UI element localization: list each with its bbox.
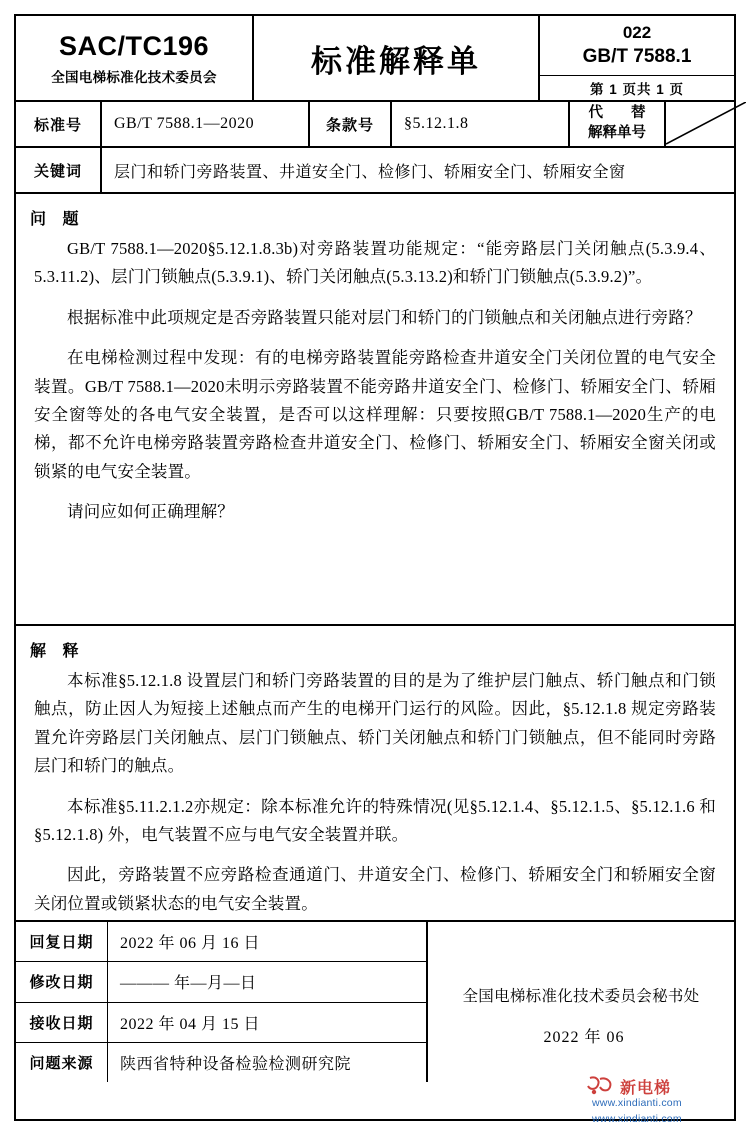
revision-date-value: ——— 年—月—日 xyxy=(120,975,257,993)
header-title-cell xyxy=(254,16,540,100)
footer-signature xyxy=(428,922,734,1082)
question-paragraph: GB/T 7588.1—2020§5.12.1.8.3b)对旁路装置功能规定：“能旁路层门关闭触点(5.3.9.4、5.3.11.2)、层门门锁触点(5.3.9.1)、轿门关闭触点(5.3.13.2)和轿门门锁触点(5.3.9.2)”。 xyxy=(34,239,716,287)
table-row xyxy=(16,1003,426,1043)
replaced-doc-value xyxy=(666,102,734,146)
question-source-label: 问题来源 xyxy=(16,1043,108,1082)
document-footer xyxy=(16,922,734,1082)
keyword-label: 关键词 xyxy=(16,148,102,192)
revision-date-label: 修改日期 xyxy=(16,962,108,1001)
meta-row-standard xyxy=(16,102,734,148)
reply-date-value: 2022 年 06 月 16 日 xyxy=(120,935,261,953)
question-paragraph: 在电梯检测过程中发现：有的电梯旁路装置能旁路检查井道安全门关闭位置的电气安全装置。GB/T 7588.1—2020未明示旁路装置不能旁路井道安全门、检修门、轿厢安全门、轿厢安全窗等处的各电气安全装置，是否可以这样理解：只要按照GB/T 7588.1—2020生产的电梯，都不允许电梯旁路装置旁路检查井道安全门、检修门、轿厢安全门、轿厢安全窗关闭或锁紧的电气安全装置。 xyxy=(34,348,716,481)
replaced-doc-label-line1: 代 替 xyxy=(588,105,658,122)
signature-date: 2022 年 06 xyxy=(543,1029,625,1046)
answer-paragraph: 因此，旁路装置不应旁路检查通道门、井道安全门、检修门、轿厢安全门和轿厢安全窗关闭位置或锁紧状态的电气安全装置。 xyxy=(34,865,716,913)
org-code: SAC/TC196 xyxy=(58,30,210,61)
question-heading: 问 题 xyxy=(30,211,85,228)
answer-paragraph: 本标准§5.11.2.1.2亦规定：除本标准允许的特殊情况(见§5.12.1.4、§5.12.1.5、§5.12.1.6 和 §5.12.1.8) 外，电气装置不应与电气安全装置并联。 xyxy=(34,796,716,844)
answer-paragraph: 本标准§5.12.1.8 设置层门和轿门旁路装置的目的是为了维护层门触点、轿门触点和门锁触点，防止因人为短接上述触点而产生的电梯开门运行的风险。因此，§5.12.1.8 规定旁路装置允许旁路层门关闭触点、层门门锁触点、轿门关闭触点和轿门门锁触点，但不能同时旁路层门和轿门的触点。 xyxy=(34,671,716,776)
clause-value: §5.12.1.8 xyxy=(392,102,570,146)
question-body xyxy=(16,235,734,548)
page-title: 标准解释单 xyxy=(311,43,481,79)
question-section xyxy=(16,194,734,626)
keyword-value: 层门和轿门旁路装置、井道安全门、检修门、轿厢安全门、轿厢安全窗 xyxy=(114,163,626,181)
header-doc-ids xyxy=(540,16,734,75)
question-paragraph: 根据标准中此项规定是否旁路装置只能对层门和轿门的门锁触点和关闭触点进行旁路？ xyxy=(67,307,702,327)
document-frame xyxy=(14,14,736,1121)
watermark-title: 新电梯 xyxy=(620,1080,672,1097)
replaced-doc-label-line2: 解释单号 xyxy=(588,125,646,141)
replaced-doc-label xyxy=(570,102,666,146)
question-paragraph: 请问应如何正确理解？ xyxy=(67,502,234,521)
standard-value: GB/T 7588.1—2020 xyxy=(102,102,310,146)
answer-section xyxy=(16,626,734,922)
meta-row-keywords xyxy=(16,148,734,194)
header-doc-info xyxy=(540,16,734,100)
answer-heading: 解 释 xyxy=(30,643,85,660)
document-header xyxy=(16,16,734,102)
clause-label: 条款号 xyxy=(310,102,392,146)
reply-date-label: 回复日期 xyxy=(16,922,108,961)
watermark-url: www.xindianti.com xyxy=(592,1113,682,1125)
answer-body xyxy=(16,667,734,940)
table-row xyxy=(16,962,426,1002)
header-organization xyxy=(16,16,254,100)
signature-organization: 全国电梯标准化技术委员会秘书处 xyxy=(462,988,700,1005)
table-row xyxy=(16,1043,426,1082)
question-source-value: 陕西省特种设备检验检测研究院 xyxy=(120,1055,352,1073)
document-number: 022 xyxy=(622,22,652,42)
received-date-label: 接收日期 xyxy=(16,1003,108,1042)
org-name: 全国电梯标准化技术委员会 xyxy=(51,70,217,86)
table-row xyxy=(16,922,426,962)
footer-dates-table xyxy=(16,922,428,1082)
received-date-value: 2022 年 04 月 15 日 xyxy=(120,1015,261,1033)
standard-label: 标准号 xyxy=(16,102,102,146)
standard-code: GB/T 7588.1 xyxy=(582,46,692,68)
page-info: 第 1 页共 1 页 xyxy=(540,75,734,100)
diagonal-strike-icon xyxy=(666,102,746,145)
watermark-url: www.xindianti.com xyxy=(592,1097,682,1109)
